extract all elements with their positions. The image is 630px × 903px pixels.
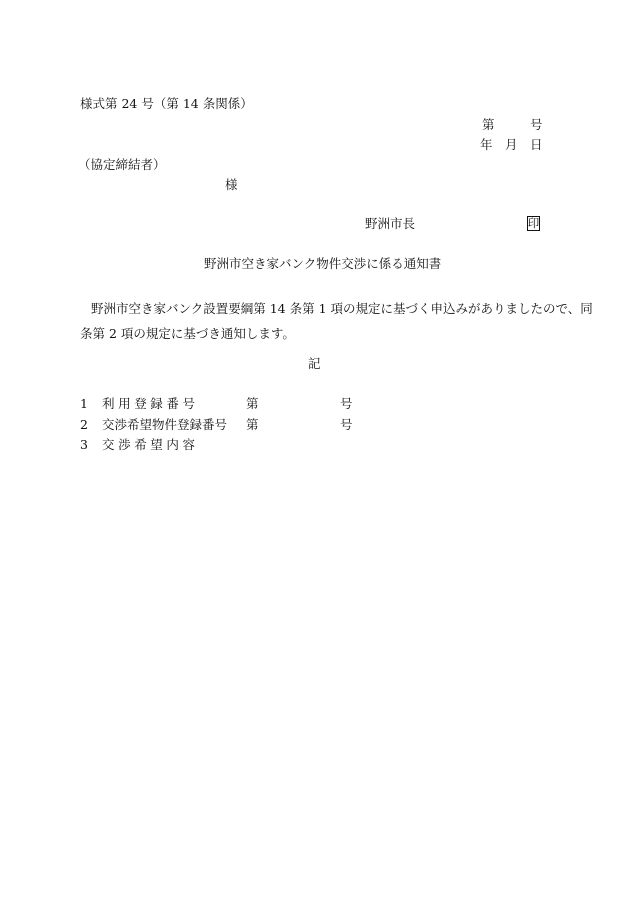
recipient-label: （協定締結者） [78,157,166,172]
date-month-label: 月 [505,137,518,152]
item-label: 交渉希望物件登録番号 [102,417,228,432]
form-number: 様式第 24 号（第 14 条関係） [80,96,253,111]
item-number-suffix: 号 [340,396,353,411]
ki-heading: 記 [308,356,321,371]
item-label: 利用登録番号 [102,396,199,411]
item-number-suffix: 号 [340,417,353,432]
date-year-label: 年 [480,137,493,152]
honorific-sama: 様 [225,177,238,192]
item-number-prefix: 第 [246,396,259,411]
sender-mayor: 野洲市長 [365,216,416,231]
document-number-prefix: 第 [482,117,495,132]
item-number: 1 [80,396,88,411]
document-title: 野洲市空き家バンク物件交渉に係る通知書 [204,256,442,271]
item-label: 交渉希望内容 [102,437,199,452]
seal-mark: 印 [527,215,540,230]
body-line-2: 条第 2 項の規定に基づき通知します。 [80,326,295,341]
body-paragraph [80,296,593,346]
item-number: 2 [80,417,88,432]
date-day-label: 日 [530,137,543,152]
item-number-prefix: 第 [246,417,259,432]
document-number-suffix: 号 [530,117,543,132]
body-line-1: 野洲市空き家バンク設置要綱第 14 条第 1 項の規定に基づく申込みがありましたので、同 [91,301,593,316]
item-number: 3 [80,437,88,452]
